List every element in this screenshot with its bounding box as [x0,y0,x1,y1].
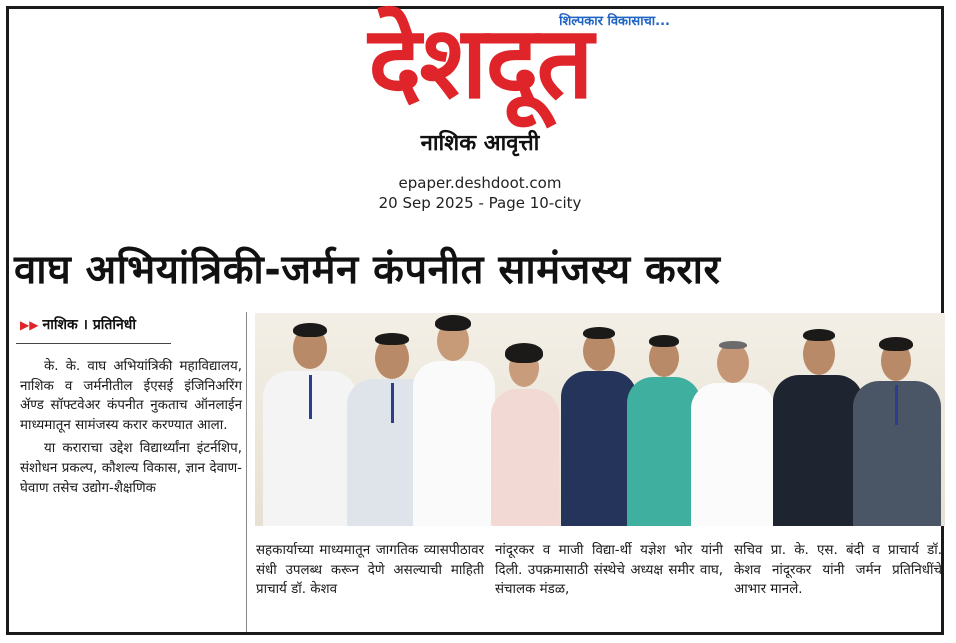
masthead-logo: देशदूत [368,4,592,121]
byline-divider [16,343,171,344]
double-arrow-icon: ▶▶ [20,318,39,332]
article-headline: वाघ अभियांत्रिकी-जर्मन कंपनीत सामंजस्य करार [14,247,721,293]
group-photo [255,313,945,526]
source-date: 20 Sep 2025 - Page 10-city [378,194,582,212]
edition-label: नाशिक आवृत्ती [420,131,540,156]
source-url: epaper.deshdoot.com [398,174,562,192]
paragraph-2: या कराराचा उद्देश विद्यार्थ्यांना इंटर्नशिप, संशोधन प्रकल्प, कौशल्य विकास, ज्ञान देवाण-घेवाण तसेच उद्योग-शैक्षणिक [20,441,242,496]
paragraph-1: के. के. वाघ अभियांत्रिकी महाविद्यालय, नाशिक व जर्मनीतील ईएसई इंजिनिअरिंग ॲण्ड सॉफ्टवेअर कंपनीत नुकताच ऑनलाईन माध्यमातून सामंजस्य करार करण्यात आला. [20,359,242,433]
masthead-tagline: शिल्पकार विकासाचा... [559,14,670,29]
article-column-2: सहकार्याच्या माध्यमातून जागतिक व्यासपीठावर संधी उपलब्ध करून देणे असल्याची माहिती प्राचार्य डॉ. केशव [256,543,484,598]
byline-text: नाशिक । प्रतिनिधी [42,317,137,333]
column-divider [246,312,247,632]
article-column-1 [20,357,242,498]
byline [20,315,235,339]
article-column-4: सचिव प्रा. के. एस. बंदी व प्राचार्य डॉ. केशव नांदूरकर यांनी जर्मन प्रतिनिधींचे आभार मानले. [734,543,942,598]
article-column-3: नांदूरकर व माजी विद्या-र्थी यज्ञेश भोर यांनी दिली. उपक्रमासाठी संस्थेचे अध्यक्ष समीर वाघ, संचालक मंडळ, [495,543,723,598]
